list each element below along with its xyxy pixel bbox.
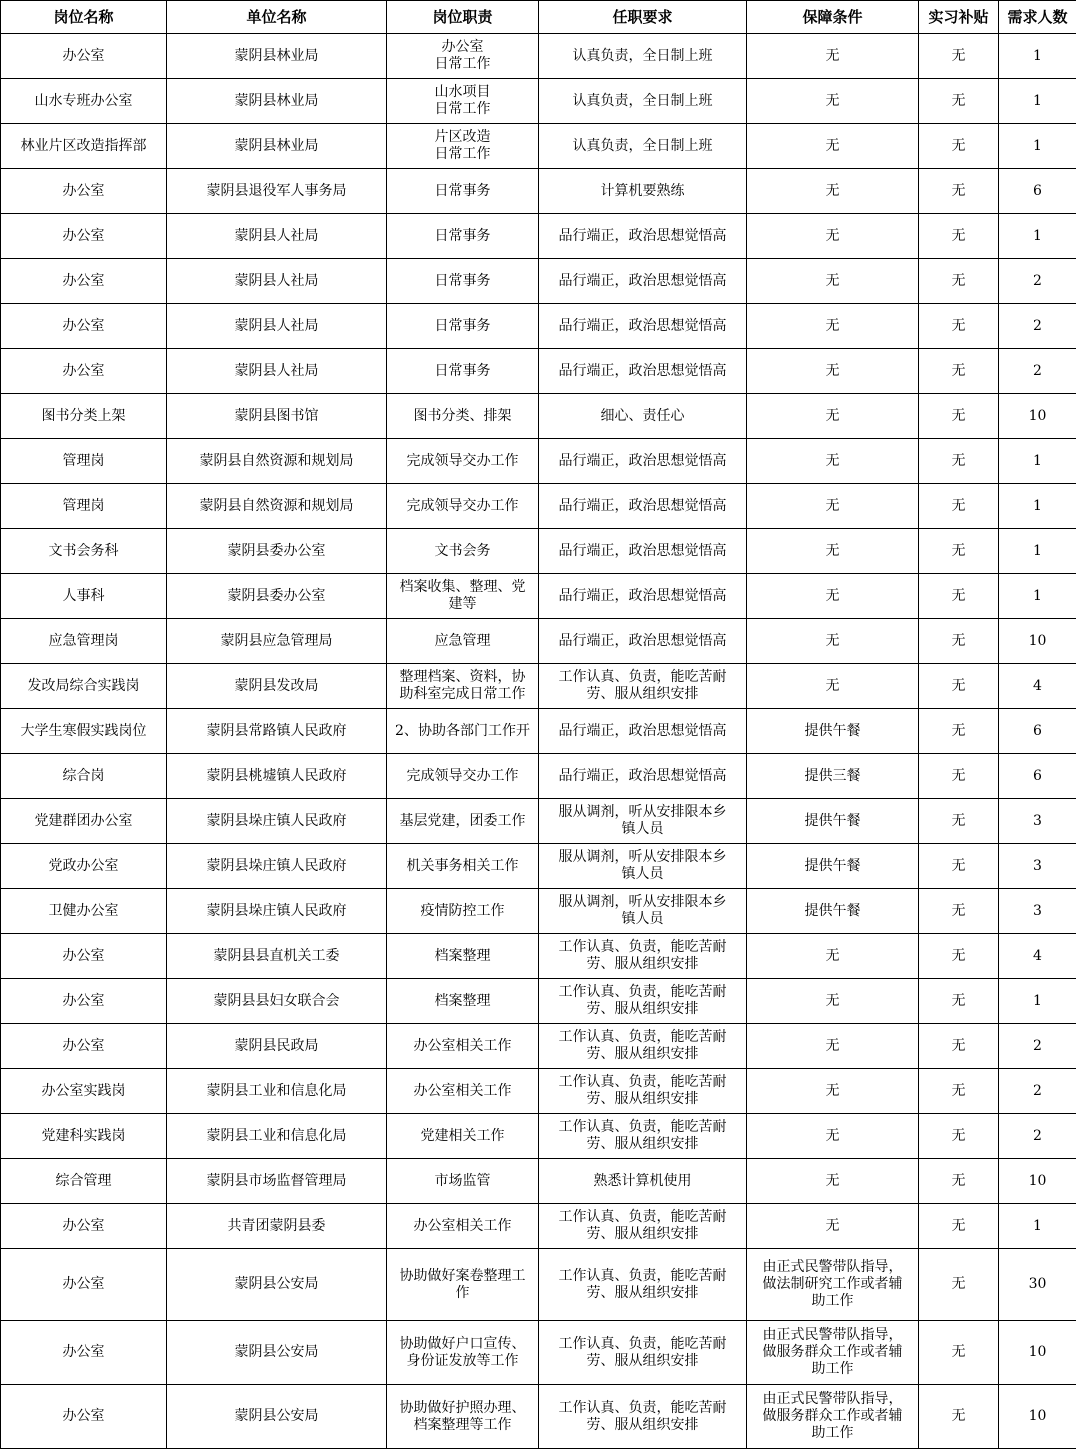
requirements-cell: 品行端正，政治思想觉悟高 [539, 529, 747, 574]
unit-name-cell: 蒙阴县公安局 [167, 1249, 387, 1321]
requirements-cell: 品行端正，政治思想觉悟高 [539, 484, 747, 529]
unit-name-cell: 蒙阴县人社局 [167, 259, 387, 304]
conditions-cell: 无 [747, 34, 919, 79]
position-name-cell: 办公室 [1, 349, 167, 394]
duties-cell: 档案整理 [387, 979, 539, 1024]
unit-name-cell: 蒙阴县桃墟镇人民政府 [167, 754, 387, 799]
unit-name-cell: 蒙阴县垛庄镇人民政府 [167, 889, 387, 934]
requirements-cell: 工作认真、负责，能吃苦耐 劳、服从组织安排 [539, 979, 747, 1024]
position-name-cell: 办公室 [1, 1204, 167, 1249]
table-row [1, 484, 1076, 529]
position-name-cell: 发改局综合实践岗 [1, 664, 167, 709]
unit-name-cell: 蒙阴县县妇女联合会 [167, 979, 387, 1024]
position-name-cell: 综合岗 [1, 754, 167, 799]
header-row [1, 1, 1076, 34]
headcount-cell: 10 [999, 1159, 1076, 1204]
subsidy-cell: 无 [919, 1385, 999, 1449]
position-name-cell: 卫健办公室 [1, 889, 167, 934]
conditions-cell: 无 [747, 619, 919, 664]
requirements-cell: 品行端正，政治思想觉悟高 [539, 259, 747, 304]
conditions-cell: 无 [747, 574, 919, 619]
headcount-cell: 10 [999, 619, 1076, 664]
duties-cell: 片区改造 日常工作 [387, 124, 539, 169]
position-name-cell: 办公室 [1, 169, 167, 214]
unit-name-cell: 蒙阴县县直机关工委 [167, 934, 387, 979]
unit-name-cell: 蒙阴县委办公室 [167, 529, 387, 574]
subsidy-cell: 无 [919, 1159, 999, 1204]
table-row [1, 394, 1076, 439]
headcount-cell: 1 [999, 34, 1076, 79]
conditions-cell: 无 [747, 1159, 919, 1204]
unit-name-cell: 蒙阴县林业局 [167, 34, 387, 79]
duties-cell: 应急管理 [387, 619, 539, 664]
position-name-cell: 党政办公室 [1, 844, 167, 889]
duties-cell: 日常事务 [387, 214, 539, 259]
unit-name-cell: 蒙阴县工业和信息化局 [167, 1069, 387, 1114]
table-row [1, 844, 1076, 889]
table-row [1, 349, 1076, 394]
subsidy-cell: 无 [919, 1114, 999, 1159]
duties-cell: 图书分类、排架 [387, 394, 539, 439]
header-position-name: 岗位名称 [1, 1, 167, 34]
headcount-cell: 6 [999, 169, 1076, 214]
conditions-cell: 无 [747, 214, 919, 259]
conditions-cell: 无 [747, 304, 919, 349]
duties-cell: 日常事务 [387, 304, 539, 349]
headcount-cell: 2 [999, 259, 1076, 304]
duties-cell: 日常事务 [387, 349, 539, 394]
headcount-cell: 2 [999, 349, 1076, 394]
headcount-cell: 2 [999, 1069, 1076, 1114]
position-name-cell: 管理岗 [1, 484, 167, 529]
position-name-cell: 办公室 [1, 214, 167, 259]
table-row [1, 799, 1076, 844]
position-name-cell: 办公室 [1, 259, 167, 304]
requirements-cell: 品行端正，政治思想觉悟高 [539, 304, 747, 349]
duties-cell: 办公室 日常工作 [387, 34, 539, 79]
subsidy-cell: 无 [919, 709, 999, 754]
unit-name-cell: 蒙阴县自然资源和规划局 [167, 439, 387, 484]
table-row [1, 124, 1076, 169]
duties-cell: 2、协助各部门工作开 [387, 709, 539, 754]
requirements-cell: 工作认真、负责，能吃苦耐 劳、服从组织安排 [539, 1024, 747, 1069]
headcount-cell: 4 [999, 934, 1076, 979]
position-name-cell: 人事科 [1, 574, 167, 619]
table-row [1, 1069, 1076, 1114]
unit-name-cell: 蒙阴县退役军人事务局 [167, 169, 387, 214]
headcount-cell: 10 [999, 394, 1076, 439]
requirements-cell: 工作认真、负责，能吃苦耐 劳、服从组织安排 [539, 1069, 747, 1114]
position-name-cell: 党建群团办公室 [1, 799, 167, 844]
headcount-cell: 1 [999, 574, 1076, 619]
headcount-cell: 1 [999, 79, 1076, 124]
requirements-cell: 品行端正，政治思想觉悟高 [539, 709, 747, 754]
duties-cell: 基层党建，团委工作 [387, 799, 539, 844]
conditions-cell: 提供午餐 [747, 709, 919, 754]
table-row [1, 34, 1076, 79]
conditions-cell: 无 [747, 529, 919, 574]
conditions-cell: 无 [747, 349, 919, 394]
table-row [1, 169, 1076, 214]
unit-name-cell: 蒙阴县垛庄镇人民政府 [167, 844, 387, 889]
header-subsidy: 实习补贴 [919, 1, 999, 34]
headcount-cell: 6 [999, 709, 1076, 754]
subsidy-cell: 无 [919, 304, 999, 349]
subsidy-cell: 无 [919, 574, 999, 619]
requirements-cell: 认真负责，全日制上班 [539, 124, 747, 169]
subsidy-cell: 无 [919, 619, 999, 664]
table-row [1, 754, 1076, 799]
table-row [1, 574, 1076, 619]
table-row [1, 1249, 1076, 1321]
duties-cell: 档案整理 [387, 934, 539, 979]
unit-name-cell: 蒙阴县林业局 [167, 124, 387, 169]
conditions-cell: 无 [747, 1069, 919, 1114]
requirements-cell: 品行端正，政治思想觉悟高 [539, 214, 747, 259]
requirements-cell: 工作认真、负责，能吃苦耐 劳、服从组织安排 [539, 1385, 747, 1449]
unit-name-cell: 蒙阴县工业和信息化局 [167, 1114, 387, 1159]
conditions-cell: 无 [747, 979, 919, 1024]
conditions-cell: 由正式民警带队指导， 做服务群众工作或者辅 助工作 [747, 1385, 919, 1449]
subsidy-cell: 无 [919, 169, 999, 214]
requirements-cell: 熟悉计算机使用 [539, 1159, 747, 1204]
table-row [1, 79, 1076, 124]
conditions-cell: 提供午餐 [747, 799, 919, 844]
requirements-cell: 计算机要熟练 [539, 169, 747, 214]
table-row [1, 709, 1076, 754]
unit-name-cell: 蒙阴县人社局 [167, 214, 387, 259]
subsidy-cell: 无 [919, 484, 999, 529]
subsidy-cell: 无 [919, 214, 999, 259]
unit-name-cell: 蒙阴县人社局 [167, 304, 387, 349]
subsidy-cell: 无 [919, 1249, 999, 1321]
unit-name-cell: 蒙阴县应急管理局 [167, 619, 387, 664]
subsidy-cell: 无 [919, 1321, 999, 1385]
headcount-cell: 1 [999, 214, 1076, 259]
table-row [1, 259, 1076, 304]
subsidy-cell: 无 [919, 664, 999, 709]
conditions-cell: 无 [747, 124, 919, 169]
position-name-cell: 办公室 [1, 1321, 167, 1385]
duties-cell: 疫情防控工作 [387, 889, 539, 934]
subsidy-cell: 无 [919, 34, 999, 79]
header-duties: 岗位职责 [387, 1, 539, 34]
position-name-cell: 综合管理 [1, 1159, 167, 1204]
position-name-cell: 办公室 [1, 1024, 167, 1069]
headcount-cell: 30 [999, 1249, 1076, 1321]
unit-name-cell: 蒙阴县常路镇人民政府 [167, 709, 387, 754]
requirements-cell: 服从调剂，听从安排限本乡 镇人员 [539, 844, 747, 889]
requirements-cell: 工作认真、负责，能吃苦耐 劳、服从组织安排 [539, 664, 747, 709]
subsidy-cell: 无 [919, 124, 999, 169]
position-name-cell: 办公室 [1, 304, 167, 349]
duties-cell: 完成领导交办工作 [387, 754, 539, 799]
headcount-cell: 1 [999, 439, 1076, 484]
headcount-cell: 1 [999, 1204, 1076, 1249]
requirements-cell: 工作认真、负责，能吃苦耐 劳、服从组织安排 [539, 934, 747, 979]
header-unit-name: 单位名称 [167, 1, 387, 34]
requirements-cell: 工作认真、负责，能吃苦耐 劳、服从组织安排 [539, 1249, 747, 1321]
unit-name-cell: 蒙阴县人社局 [167, 349, 387, 394]
table-row [1, 664, 1076, 709]
table-row [1, 1321, 1076, 1385]
conditions-cell: 无 [747, 259, 919, 304]
subsidy-cell: 无 [919, 349, 999, 394]
unit-name-cell: 共青团蒙阴县委 [167, 1204, 387, 1249]
headcount-cell: 10 [999, 1321, 1076, 1385]
conditions-cell: 无 [747, 1204, 919, 1249]
requirements-cell: 工作认真、负责，能吃苦耐 劳、服从组织安排 [539, 1204, 747, 1249]
headcount-cell: 3 [999, 889, 1076, 934]
requirements-cell: 工作认真、负责，能吃苦耐 劳、服从组织安排 [539, 1114, 747, 1159]
subsidy-cell: 无 [919, 259, 999, 304]
unit-name-cell: 蒙阴县林业局 [167, 79, 387, 124]
duties-cell: 办公室相关工作 [387, 1204, 539, 1249]
position-name-cell: 应急管理岗 [1, 619, 167, 664]
duties-cell: 协助做好护照办理、 档案整理等工作 [387, 1385, 539, 1449]
subsidy-cell: 无 [919, 844, 999, 889]
header-headcount: 需求人数 [999, 1, 1076, 34]
headcount-cell: 3 [999, 844, 1076, 889]
headcount-cell: 1 [999, 484, 1076, 529]
subsidy-cell: 无 [919, 1024, 999, 1069]
table-row [1, 889, 1076, 934]
table-row [1, 979, 1076, 1024]
table-row [1, 934, 1076, 979]
unit-name-cell: 蒙阴县民政局 [167, 1024, 387, 1069]
conditions-cell: 由正式民警带队指导， 做服务群众工作或者辅 助工作 [747, 1321, 919, 1385]
subsidy-cell: 无 [919, 799, 999, 844]
conditions-cell: 无 [747, 484, 919, 529]
header-conditions: 保障条件 [747, 1, 919, 34]
table-row [1, 1204, 1076, 1249]
position-name-cell: 办公室 [1, 934, 167, 979]
headcount-cell: 6 [999, 754, 1076, 799]
conditions-cell: 无 [747, 394, 919, 439]
table-row [1, 619, 1076, 664]
conditions-cell: 无 [747, 1024, 919, 1069]
subsidy-cell: 无 [919, 394, 999, 439]
table-row [1, 1159, 1076, 1204]
position-name-cell: 文书会务科 [1, 529, 167, 574]
duties-cell: 文书会务 [387, 529, 539, 574]
headcount-cell: 1 [999, 979, 1076, 1024]
requirements-cell: 品行端正，政治思想觉悟高 [539, 619, 747, 664]
subsidy-cell: 无 [919, 529, 999, 574]
headcount-cell: 3 [999, 799, 1076, 844]
duties-cell: 山水项目 日常工作 [387, 79, 539, 124]
duties-cell: 协助做好户口宣传、 身份证发放等工作 [387, 1321, 539, 1385]
conditions-cell: 无 [747, 79, 919, 124]
table-row [1, 1114, 1076, 1159]
unit-name-cell: 蒙阴县公安局 [167, 1321, 387, 1385]
position-name-cell: 图书分类上架 [1, 394, 167, 439]
headcount-cell: 2 [999, 304, 1076, 349]
position-name-cell: 办公室实践岗 [1, 1069, 167, 1114]
conditions-cell: 提供午餐 [747, 889, 919, 934]
position-name-cell: 办公室 [1, 34, 167, 79]
unit-name-cell: 蒙阴县发改局 [167, 664, 387, 709]
table-row [1, 529, 1076, 574]
duties-cell: 党建相关工作 [387, 1114, 539, 1159]
unit-name-cell: 蒙阴县公安局 [167, 1385, 387, 1449]
duties-cell: 完成领导交办工作 [387, 484, 539, 529]
conditions-cell: 提供三餐 [747, 754, 919, 799]
duties-cell: 办公室相关工作 [387, 1069, 539, 1114]
header-requirements: 任职要求 [539, 1, 747, 34]
headcount-cell: 1 [999, 529, 1076, 574]
table-row [1, 1385, 1076, 1449]
table-row [1, 439, 1076, 484]
position-name-cell: 党建科实践岗 [1, 1114, 167, 1159]
headcount-cell: 10 [999, 1385, 1076, 1449]
headcount-cell: 4 [999, 664, 1076, 709]
position-name-cell: 管理岗 [1, 439, 167, 484]
unit-name-cell: 蒙阴县自然资源和规划局 [167, 484, 387, 529]
duties-cell: 机关事务相关工作 [387, 844, 539, 889]
duties-cell: 完成领导交办工作 [387, 439, 539, 484]
duties-cell: 市场监管 [387, 1159, 539, 1204]
position-name-cell: 林业片区改造指挥部 [1, 124, 167, 169]
requirements-cell: 工作认真、负责，能吃苦耐 劳、服从组织安排 [539, 1321, 747, 1385]
unit-name-cell: 蒙阴县垛庄镇人民政府 [167, 799, 387, 844]
unit-name-cell: 蒙阴县委办公室 [167, 574, 387, 619]
conditions-cell: 无 [747, 439, 919, 484]
table-row [1, 1024, 1076, 1069]
subsidy-cell: 无 [919, 979, 999, 1024]
unit-name-cell: 蒙阴县图书馆 [167, 394, 387, 439]
requirements-cell: 品行端正，政治思想觉悟高 [539, 574, 747, 619]
requirements-cell: 品行端正，政治思想觉悟高 [539, 754, 747, 799]
headcount-cell: 2 [999, 1114, 1076, 1159]
subsidy-cell: 无 [919, 1069, 999, 1114]
duties-cell: 档案收集、整理、党 建等 [387, 574, 539, 619]
duties-cell: 协助做好案卷整理工 作 [387, 1249, 539, 1321]
duties-cell: 日常事务 [387, 169, 539, 214]
requirements-cell: 认真负责，全日制上班 [539, 34, 747, 79]
position-name-cell: 大学生寒假实践岗位 [1, 709, 167, 754]
subsidy-cell: 无 [919, 439, 999, 484]
subsidy-cell: 无 [919, 1204, 999, 1249]
duties-cell: 日常事务 [387, 259, 539, 304]
duties-cell: 整理档案、资料，协 助科室完成日常工作 [387, 664, 539, 709]
table-row [1, 304, 1076, 349]
requirements-cell: 细心、责任心 [539, 394, 747, 439]
conditions-cell: 无 [747, 169, 919, 214]
conditions-cell: 无 [747, 664, 919, 709]
conditions-cell: 无 [747, 1114, 919, 1159]
requirements-cell: 服从调剂，听从安排限本乡 镇人员 [539, 799, 747, 844]
unit-name-cell: 蒙阴县市场监督管理局 [167, 1159, 387, 1204]
headcount-cell: 2 [999, 1024, 1076, 1069]
conditions-cell: 提供午餐 [747, 844, 919, 889]
requirements-cell: 认真负责，全日制上班 [539, 79, 747, 124]
position-name-cell: 山水专班办公室 [1, 79, 167, 124]
subsidy-cell: 无 [919, 754, 999, 799]
subsidy-cell: 无 [919, 934, 999, 979]
subsidy-cell: 无 [919, 79, 999, 124]
position-name-cell: 办公室 [1, 1249, 167, 1321]
conditions-cell: 由正式民警带队指导， 做法制研究工作或者辅 助工作 [747, 1249, 919, 1321]
table-row [1, 214, 1076, 259]
requirements-cell: 服从调剂，听从安排限本乡 镇人员 [539, 889, 747, 934]
conditions-cell: 无 [747, 934, 919, 979]
requirements-cell: 品行端正，政治思想觉悟高 [539, 349, 747, 394]
headcount-cell: 1 [999, 124, 1076, 169]
position-name-cell: 办公室 [1, 979, 167, 1024]
subsidy-cell: 无 [919, 889, 999, 934]
requirements-cell: 品行端正，政治思想觉悟高 [539, 439, 747, 484]
duties-cell: 办公室相关工作 [387, 1024, 539, 1069]
position-name-cell: 办公室 [1, 1385, 167, 1449]
